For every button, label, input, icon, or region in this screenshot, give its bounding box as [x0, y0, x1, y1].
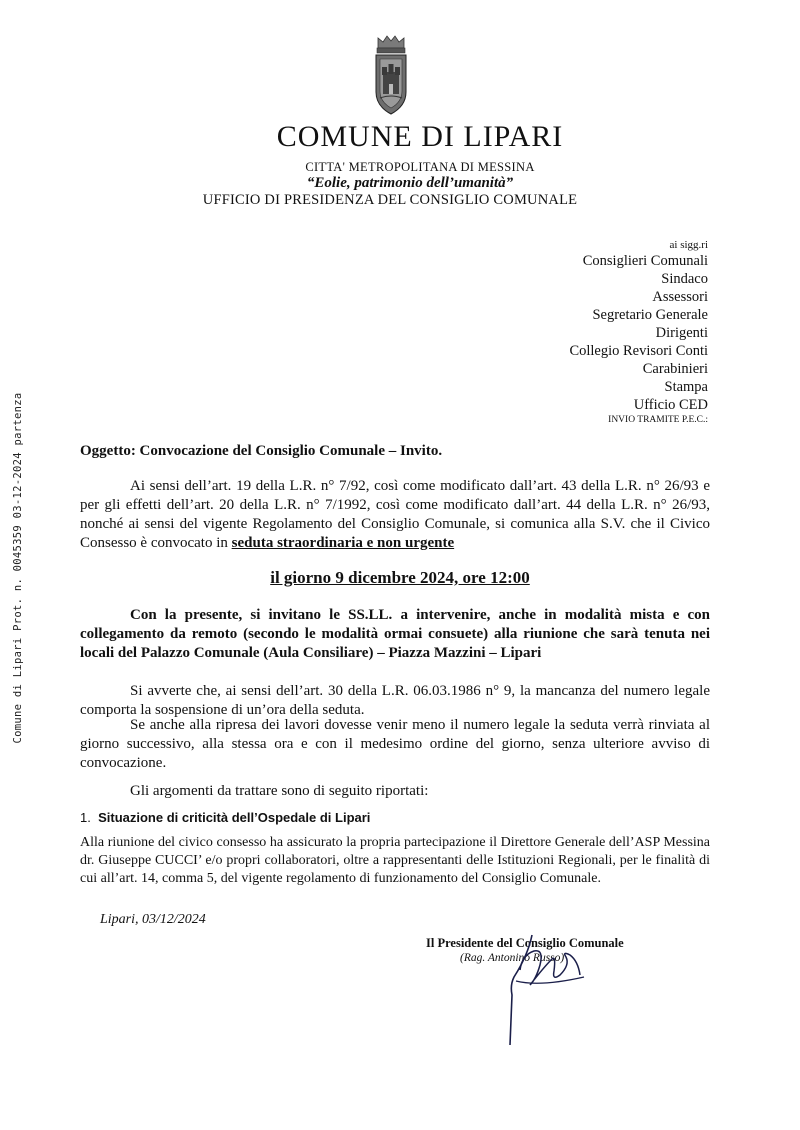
recipient-item: Sindaco: [661, 271, 708, 287]
recipient-item: Assessori: [652, 289, 708, 305]
recipients-list: [569, 238, 708, 427]
signer-role: Il Presidente del Consiglio Comunale: [426, 936, 624, 950]
quorum-paragraph: Si avverte che, ai sensi dell’art. 30 della L.R. 06.03.1986 n° 9, la mancanza del numero legale comporta la sospensione di un’ora della seduta.: [80, 683, 710, 718]
place-and-date: Lipari, 03/12/2024: [100, 912, 206, 927]
agenda-item-title: Situazione di criticità dell’Ospedale di Lipari: [98, 810, 371, 825]
invitation-paragraph: Con la presente, si invitano le SS.LL. a intervenire, anche in modalità mista e con collegamento da remoto (secondo le modalità ormai consuete) alla riunione che sarà tenuta nei locali del Palazzo Comunale (Aula Consiliare) – Piazza Mazzini – Lipari: [80, 607, 710, 661]
delivery-method: INVIO TRAMITE P.E.C.:: [608, 415, 708, 425]
subject-line: Oggetto: Convocazione del Consiglio Comunale – Invito.: [80, 443, 443, 459]
city-subtitle: CITTA' METROPOLITANA DI MESSINA: [305, 160, 535, 174]
recipients-intro: ai sigg.ri: [669, 239, 708, 251]
session-type: seduta straordinaria e non urgente: [231, 535, 455, 551]
recipient-item: Consiglieri Comunali: [582, 253, 708, 269]
recipient-item: Carabinieri: [642, 361, 708, 377]
agenda-intro: Gli argomenti da trattare sono di seguito riportati:: [130, 783, 429, 799]
motto: “Eolie, patrimonio dell’umanità”: [306, 175, 514, 191]
municipal-crest-icon: [372, 34, 410, 116]
legal-basis-text: Ai sensi dell’art. 19 della L.R. n° 7/92, così come modificato dall’art. 43 della L.R. n° 26/93 e per gli effetti dell’art. 20 della L.R. n° 7/1992, così come modificato dall’art. 44 della L.R. n° 26/93, nonché ai sensi del vigente Regolamento del Consiglio Comunale, si comunica alla S.V. che il Civico Consesso è convocato in: [80, 478, 710, 551]
legal-basis-paragraph: [80, 477, 710, 553]
recipient-item: Stampa: [664, 379, 708, 395]
handwritten-signature-icon: [500, 915, 610, 1050]
signer-name: (Rag. Antonino Russo): [460, 952, 565, 964]
office-name: UFFICIO DI PRESIDENZA DEL CONSIGLIO COMUNALE: [202, 192, 578, 208]
meeting-date: il giorno 9 dicembre 2024, ore 12:00: [270, 568, 530, 587]
agenda-item-description: Alla riunione del civico consesso ha assicurato la propria partecipazione il Direttore Generale dell’ASP Messina dr. Giuseppe CUCCI’ e/o propri collaboratori, oltre a rappresentanti delle Istituzioni Regionali, per le finalità di cui all’art. 14, comma 5, del vigente regolamento di funzionamento del Consiglio Comunale.: [80, 835, 710, 886]
agenda-item: [80, 810, 370, 825]
protocol-stamp-text: Comune di Lipari Prot. n. 0045359 03-12-2024 partenza: [12, 392, 24, 743]
recipient-item: Ufficio CED: [633, 397, 708, 413]
postponement-paragraph: Se anche alla ripresa dei lavori dovesse venir meno il numero legale la seduta verrà rinviata al giorno successivo, alla stessa ora e con il medesimo ordine del giorno, senza ulteriore avviso di convocazione.: [80, 717, 710, 771]
recipient-item: Collegio Revisori Conti: [569, 343, 708, 359]
recipient-item: Segretario Generale: [592, 307, 708, 323]
agenda-item-number: 1.: [80, 810, 91, 825]
comune-title: COMUNE DI LIPARI: [276, 120, 564, 153]
recipient-item: Dirigenti: [655, 325, 708, 341]
